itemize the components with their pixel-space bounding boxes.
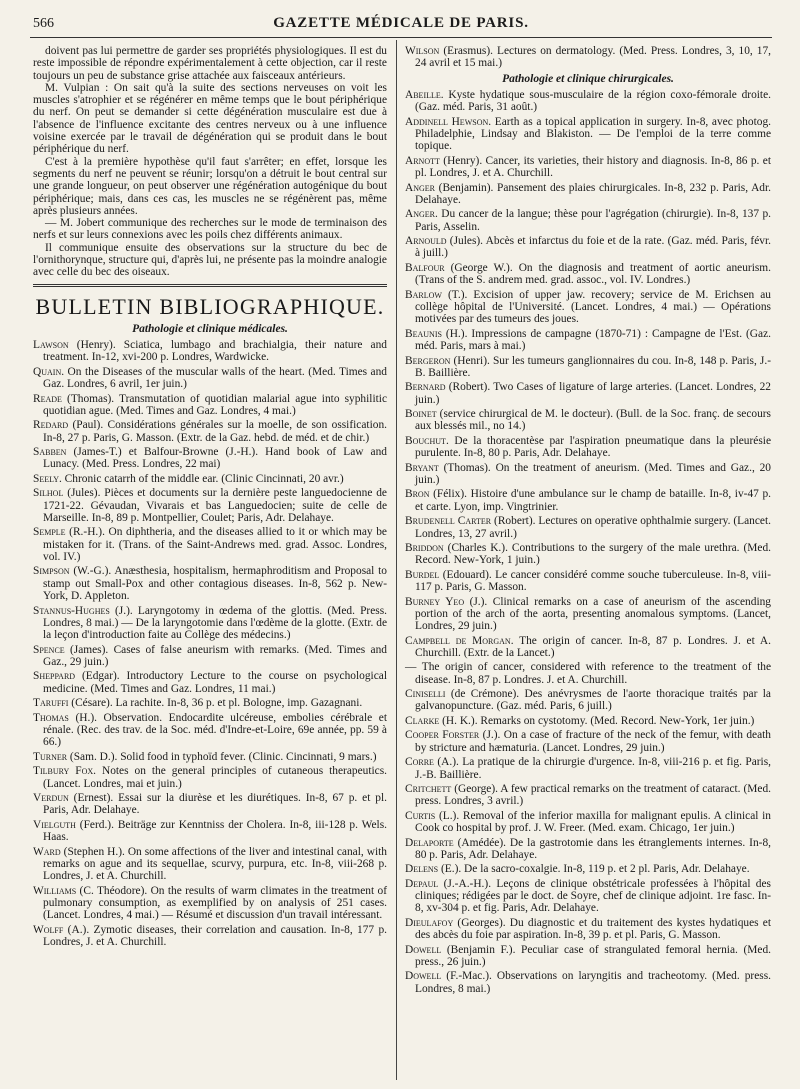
- entry-text: (Stephen H.). On some affections of the liver and intestinal canal, with remarks on ague and its sequellae, scurvy, purpura, etc. In-8, viii-268 p. Londres, J. et A. Churchill.: [43, 845, 387, 883]
- bib-entry: [33, 487, 387, 524]
- entry-text: (Paul). Considérations générales sur la moelle, de son ossification. In-8, 27 p. Paris, G. Masson. (Extr. de la Gaz. hebd. de méd. et de chir.): [43, 419, 387, 444]
- entry-text: (J.). Clinical remarks on a case of aneurism of the ascending portion of the arch of the aorta, presenting anomalous symptoms. (Lancet, Londres, 29 juin.): [415, 595, 771, 633]
- bib-entry: [33, 670, 387, 695]
- bib-entry: [405, 462, 771, 487]
- entry-author: Silhol: [33, 487, 64, 500]
- entry-author: Semple: [33, 526, 66, 539]
- page-number: 566: [33, 16, 54, 31]
- entry-text: . The origin of cancer. In-8, 87 p. Londres. J. et A. Churchill. (Extr. de la Lancet.): [415, 634, 771, 659]
- right-column: [405, 45, 771, 997]
- bib-entry: [405, 381, 771, 406]
- bib-entry: [405, 488, 771, 513]
- entry-author: Anger: [405, 208, 436, 221]
- entry-text: (Benjamin). Pansement des plaies chirurgicales. In-8, 232 p. Paris, Adr. Delahaye.: [415, 181, 771, 206]
- bib-entry: [33, 605, 387, 642]
- entry-text: (Félix). Histoire d'une ambulance sur le champ de bataille. In-8, iv-47 p. et carte. Lyon, imp. Vingtrinier.: [415, 488, 771, 513]
- entry-author: Campbell de Morgan: [405, 634, 511, 647]
- entry-author: Seely: [33, 472, 59, 485]
- entry-text: (E.). De la sacro-coxalgie. In-8, 119 p. et 2 pl. Paris, Adr. Delahaye.: [438, 863, 750, 876]
- entry-text: (George). A few practical remarks on the treatment of cataract. (Med. press. Londres, 3 avril.): [415, 783, 771, 808]
- entry-author: Bryant: [405, 461, 439, 474]
- entry-author: Burney Yeo: [405, 595, 465, 608]
- entry-text: (Georges). Du diagnostic et du traitement des kystes hydatiques et des abcès du foie par aspiration. In-8, 39 p. et pl. Paris, G. Masson.: [415, 916, 771, 942]
- entry-author: Dowell: [405, 970, 442, 983]
- entry-author: Bernard: [405, 381, 446, 394]
- entry-text: (Henry). Sciatica, lumbago and brachialgia, their nature and treatment. In-12, xvi-200 p. Londres, Wardwicke.: [43, 338, 387, 364]
- entry-text: (Thomas). Transmutation of quotidian malarial ague into syphilitic quotidian ague. (Med. Times and Gaz. Londres, 4 mai.): [43, 392, 387, 417]
- entry-text: (Henri). Sur les tumeurs ganglionnaires du cou. In-8, 148 p. Paris, J.-B. Baillière.: [415, 354, 771, 379]
- entry-text: (Ernest). Essai sur la diurèse et les diurétiques. In-8, 67 p. et pl. Paris, Adr. Delahaye.: [43, 792, 387, 817]
- bib-entry: [33, 697, 387, 709]
- entry-author: Thomas: [33, 711, 69, 724]
- entry-author: Redard: [33, 419, 69, 432]
- entry-author: Abeille: [405, 88, 441, 101]
- entry-author: Delens: [405, 863, 439, 876]
- left-entries: [33, 339, 387, 948]
- entry-text: (James). Cases of false aneurism with remarks. (Med. Times and Gaz., 29 juin.): [43, 643, 387, 668]
- section-heading-medical: Pathologie et clinique médicales.: [132, 322, 288, 335]
- bib-entry: [405, 328, 771, 353]
- entry-author: Boinet: [405, 408, 437, 421]
- header-rule: [30, 37, 772, 38]
- entry-author: Bergeron: [405, 354, 451, 367]
- entry-author: Anger: [405, 181, 436, 194]
- bib-entry: [405, 863, 771, 875]
- bib-entry: [33, 393, 387, 418]
- journal-title: GAZETTE MÉDICALE DE PARIS.: [273, 15, 529, 31]
- bib-entry: [405, 878, 771, 915]
- bib-entry: [33, 765, 387, 790]
- bib-entry: [405, 596, 771, 633]
- entry-author: Dieulafoy: [405, 916, 454, 929]
- entry-author: Cooper Forster: [405, 729, 480, 742]
- bib-entry: [33, 419, 387, 444]
- entry-text: (Charles K.). Contributions to the surgery of the male urethra. (Med. Record. New-York, 1 juin.): [415, 541, 771, 567]
- entry-text: (J.-A.-H.). Leçons de clinique obstétricale professées à l'hôpital des cliniques; rédigées par le doct. de Soyre, chef de clinique adjoint. 1re fasc. In-8, xv-304 p. et fig. Paris, Adr. Delahaye.: [415, 877, 771, 915]
- entry-text: (F.-Mac.). Observations on laryngitis and tracheotomy. (Med. press. Londres, 8 mai.): [415, 970, 771, 995]
- entry-text: (H.). Observation. Endocardite ulcéreuse, embolies cérébrale et rénale. (Rec. des trav. de la Soc. méd. d'Indre-et-Loire, 69e année, pp. 59 à 66.): [43, 711, 387, 749]
- bib-entry: [405, 182, 771, 207]
- entry-author: Clarke: [405, 714, 440, 727]
- entry-text: (Césare). La rachite. In-8, 36 p. et pl. Bologne, imp. Gazagnani.: [68, 697, 363, 710]
- bib-entry: [33, 526, 387, 563]
- bib-entry: [33, 924, 387, 949]
- body-paragraph: doivent pas lui permettre de garder ses propriétés physiologiques. Il est du reste impossible de répondre expérimentalement à cette objection, car il reste toujours un peu de substance grise attachée aux faisceaux antérieurs.: [33, 45, 387, 82]
- body-paragraph: Il communique ensuite des observations sur la structure du bec de l'ornithorynque, structure qui, d'après lui, ne présente pas la moindre analogie avec celle du bec des oiseaux.: [33, 241, 387, 279]
- bib-entry: [405, 756, 771, 781]
- bib-entry: [405, 262, 771, 287]
- entry-author: Williams: [33, 884, 77, 897]
- entry-text: (Jules). Pièces et documents sur la dernière peste languedocienne de 1721-22. Gévaudan, Vivarais et bas Languedocien; suite de celle de Marseille. In-8, 89 p. Montpellier, Coulet; Paris, Adr. Delahaye.: [43, 487, 387, 524]
- bulletin-title: BULLETIN BIBLIOGRAPHIQUE.: [35, 293, 385, 319]
- entry-author: Arnott: [405, 154, 440, 167]
- entry-text: . On the Diseases of the muscular walls of the heart. (Med. Times and Gaz. Londres, 6 avril, 1er juin.): [43, 365, 387, 391]
- entry-author: Arnould: [405, 235, 447, 248]
- bib-entry: [405, 688, 771, 713]
- entry-text: (Ferd.). Beiträge zur Kenntniss der Cholera. In-8, iii-128 p. Wels. Haas.: [43, 818, 387, 844]
- entry-author: Beaunis: [405, 327, 442, 340]
- bib-entry: [405, 715, 771, 727]
- entry-text: (H. K.). Remarks on cystotomy. (Med. Record. New-York, 1er juin.): [439, 714, 755, 727]
- entry-author: Simpson: [33, 565, 70, 578]
- bib-entry: [33, 846, 387, 883]
- bib-entry: [405, 355, 771, 380]
- entry-text: (H.). Impressions de campagne (1870-71) : Campagne de l'Est. (Gaz. méd. Paris, mars à mai.): [415, 327, 771, 353]
- entry-author: Depaul: [405, 877, 439, 890]
- bib-entry: [33, 644, 387, 669]
- entry-text: (J.). Laryngotomy in œdema of the glottis. (Med. Press. Londres, 8 mai.) — De la laryngotomie dans l'œdème de la glotte. (Extr. de la leçon d'introduction faite au Collège des médecins.): [43, 604, 387, 642]
- entry-author: Barlow: [405, 288, 442, 301]
- entry-author: Addinell Hewson: [405, 115, 489, 128]
- bib-entry: [405, 837, 771, 862]
- bib-entry: [405, 289, 771, 326]
- bib-entry: [33, 792, 387, 817]
- entry-author: Balfour: [405, 261, 445, 274]
- bib-entry: [33, 712, 387, 749]
- body-paragraph: C'est à la première hypothèse qu'il faut s'arrêter; en effet, lorsque les segments du nerf ne peuvent se réunir; lorsqu'on a détruit le bout central sur une grande longueur, on peut observer une régénération autogénique du bout périphérique; mais, dans ces cas, les muscles ne se régénèrent pas, même après plusieurs années.: [33, 155, 387, 217]
- bib-entry: [405, 917, 771, 942]
- entry-author: Delaporte: [405, 836, 454, 849]
- bib-entry: [405, 155, 771, 180]
- page-header: [30, 14, 772, 36]
- entry-text: (Robert). Two Cases of ligature of large arteries. (Lancet. Londres, 22 juin.): [415, 381, 771, 406]
- entry-text: (George W.). On the diagnosis and treatment of aortic aneurism. (Trans of the S. andrem med. grad. assoc., vol. IV. Londres.): [415, 261, 771, 287]
- body-paragraph: M. Vulpian : On sait qu'à la suite des sections nerveuses on voit les muscles s'atrophier et se régénérer en même temps que le bout périphérique du nerf. On peut se demander si cette dégénération musculaire est due à l'absence de l'influence excitante des centres nerveux ou à une influence voisine exercée par le travail de dégénération qui se produit dans le bout périphérique du nerf.: [33, 81, 387, 156]
- entry-author: Vielguth: [33, 818, 76, 831]
- entry-text: (Thomas). On the treatment of aneurism. (Med. Times and Gaz., 20 juin.): [415, 461, 771, 486]
- entry-text: (T.). Excision of upper jaw. recovery; service de M. Erichsen au collège hôpital de l'Université. (Lancet. Londres, 4 mai.) — Opérations motivées par des tumeurs des joues.: [415, 288, 771, 326]
- bib-entry: [405, 435, 771, 460]
- bib-entry: [33, 473, 387, 485]
- entry-text: (L.). Removal of the inferior maxilla for malignant epulis. A clinical in Cook co hospital by prof. J. W. Freer. (Med. exam. Chicago, 1er juin.): [415, 809, 771, 835]
- bib-entry: [405, 408, 771, 433]
- bib-entry: [405, 515, 771, 540]
- bib-entry: [405, 944, 771, 969]
- entry-author: Taruffi: [33, 697, 69, 710]
- entry-author: Verdun: [33, 792, 69, 805]
- bib-entry: [33, 751, 387, 763]
- entry-text: . De la thoracentèse par l'aspiration pneumatique dans la pleurésie purulente. In-8, 80 p. Paris, Adr. Delahaye.: [415, 434, 771, 460]
- entry-text: (W.-G.). Anæsthesia, hospitalism, hermaphroditism and Proposal to stamp out Small-Pox and other contagious diseases. In-8, 562 p. New-York, D. Appleton.: [43, 565, 387, 603]
- entry-text: (Henry). Cancer, its varieties, their history and diagnosis. In-8, 86 p. et pl. Londres, J. et A. Churchill.: [415, 154, 771, 180]
- bib-entry: [33, 885, 387, 922]
- section-divider: [33, 284, 387, 287]
- bib-entry: [405, 783, 771, 808]
- entry-text: (C. Théodore). On the results of warm climates in the treatment of pulmonary consumption, as exemplified by on analysis of 251 cases. (Lancet. Londres, 4 mai.) — Résumé et discussion d'un travail intéressant.: [43, 884, 387, 922]
- entry-text: (Benjamin F.). Peculiar case of strangulated femoral hernia. (Med. press., 26 juin.): [415, 943, 771, 968]
- left-column: [33, 45, 387, 951]
- entry-text: (Edgar). Introductory Lecture to the course on psychological medicine. (Med. Times and Gaz. Londres, 11 mai.): [43, 670, 387, 695]
- entry-text: (Sam. D.). Solid food in typhoïd fever. (Clinic. Cincinnati, 9 mars.): [67, 750, 377, 763]
- bib-entry: [33, 565, 387, 602]
- entry-author: Burdel: [405, 568, 440, 581]
- entry-text: . Earth as a topical application in surgery. In-8, avec photog. Philadelphie, Lindsay and Blakiston. — De l'emploi de la terre comme topique.: [415, 115, 771, 153]
- bib-entry: [33, 819, 387, 844]
- entry-text: (A.). La pratique de la chirurgie d'urgence. In-8, viii-216 p. et fig. Paris, J.-B. Baillière.: [415, 756, 771, 781]
- entry-author: Briddon: [405, 541, 444, 554]
- entry-author: Ciniselli: [405, 688, 446, 701]
- entry-author: Sabben: [33, 446, 67, 459]
- column-divider: [396, 40, 397, 1080]
- entry-author: Sheppard: [33, 670, 76, 683]
- bib-entry: [405, 810, 771, 835]
- entry-author: Lawson: [33, 338, 69, 351]
- right-entries: [405, 89, 771, 995]
- entry-author: Ward: [33, 845, 61, 858]
- bib-entry: [405, 661, 771, 686]
- bib-entry: [405, 45, 771, 70]
- entry-author: Tilbury Fox: [33, 765, 94, 778]
- entry-text: . Notes on the general principles of cutaneous therapeutics. (Lancet. Londres, mai et juin.): [43, 765, 387, 790]
- bib-entry: [405, 116, 771, 153]
- entry-author: Spence: [33, 643, 65, 656]
- entry-author: Corre: [405, 756, 434, 769]
- entry-author: Critchett: [405, 783, 452, 796]
- entry-author: Wolff: [33, 923, 64, 936]
- entry-text: (Jules). Abcès et infarctus du foie et de la rate. (Gaz. méd. Paris, févr. à juill.): [415, 235, 771, 260]
- entry-author: Wilson: [405, 45, 440, 57]
- entry-author: Bouchut: [405, 434, 446, 447]
- bib-entry: [405, 542, 771, 567]
- entry-text: (J.). On a case of fracture of the neck of the femur, with death by stricture and hæmaturia. (Lancet. Londres, 29 juin.): [415, 729, 771, 754]
- entry-author: Reade: [33, 392, 62, 405]
- entry-text: . Kyste hydatique sous-musculaire de la région coxo-fémorale droite. (Gaz. méd. Paris, 31 août.): [415, 88, 771, 114]
- entry-text: (R.-H.). On diphtheria, and the diseases allied to it or which may be mistaken for it. (Trans. of the Saint-Andrews med. grad. Assoc. Londres, vol. IV.): [43, 526, 387, 563]
- entry-author: Quain: [33, 365, 62, 378]
- entry-text: (service chirurgical de M. le docteur). (Bull. de la Soc. franç. de secours aux blessés mil., no 14.): [415, 408, 771, 433]
- entry-text: (Amédée). De la gastrotomie dans les étranglements internes. In-8, 80 p. Paris, Adr. Delahaye.: [415, 836, 771, 861]
- bib-entry: [405, 569, 771, 594]
- bib-entry: [33, 339, 387, 364]
- entry-author: Dowell: [405, 943, 442, 956]
- entry-author: Bron: [405, 488, 430, 501]
- entry-text: — The origin of cancer, considered with reference to the treatment of the disease. In-8, 87 p. Londres. J. et A. Churchill.: [405, 661, 771, 686]
- entry-text: (Edouard). Le cancer considéré comme souche tuberculeuse. In-8, viii-117 p. Paris, G. Masson.: [415, 568, 771, 594]
- bib-entry: [405, 208, 771, 233]
- body-paragraph: — M. Jobert communique des recherches sur le mode de terminaison des nerfs et sur leurs connexions avec les poils chez différents animaux.: [33, 217, 387, 242]
- bib-entry: [405, 235, 771, 260]
- entry-text: . Chronic catarrh of the middle ear. (Clinic Cincinnati, 20 avr.): [58, 472, 344, 485]
- bib-entry: [405, 970, 771, 995]
- entry-text: (Robert). Lectures on operative ophthalmie surgery. (Lancet. Londres, 13, 27 avril.): [415, 515, 772, 540]
- entry-author: Curtis: [405, 809, 436, 822]
- bib-entry: [405, 729, 771, 754]
- bib-entry: [405, 635, 771, 660]
- entry-text: (James-T.) et Balfour-Browne (J.-H.). Hand book of Law and Lunacy. (Med. Press. Londres, 22 mai): [43, 446, 387, 471]
- section-heading-surgical: Pathologie et clinique chirurgicales.: [502, 72, 674, 85]
- entry-text: . Du cancer de la langue; thèse pour l'agrégation (chirurgie). In-8, 137 p. Paris, Asselin.: [415, 208, 771, 233]
- entry-text: (A.). Zymotic diseases, their correlation and causation. In-8, 177 p. Londres, J. et A. Churchill.: [43, 923, 387, 949]
- entry-author: Turner: [33, 750, 68, 763]
- entry-author: Stannus-Hughes: [33, 604, 110, 617]
- bib-entry: [33, 446, 387, 471]
- entry-author: Brudenell Carter: [405, 515, 492, 528]
- entry-text: (de Crémone). Des anévrysmes de l'aorte thoracique traités par la galvanopuncture. (Gaz. méd. Paris, 6 juill.): [415, 688, 771, 713]
- entry-text: (Erasmus). Lectures on dermatology. (Med. Press. Londres, 3, 10, 17, 24 avril et 15 mai.): [415, 45, 771, 70]
- left-text-block: [33, 45, 387, 279]
- bib-entry: [33, 366, 387, 391]
- bib-entry: [405, 89, 771, 114]
